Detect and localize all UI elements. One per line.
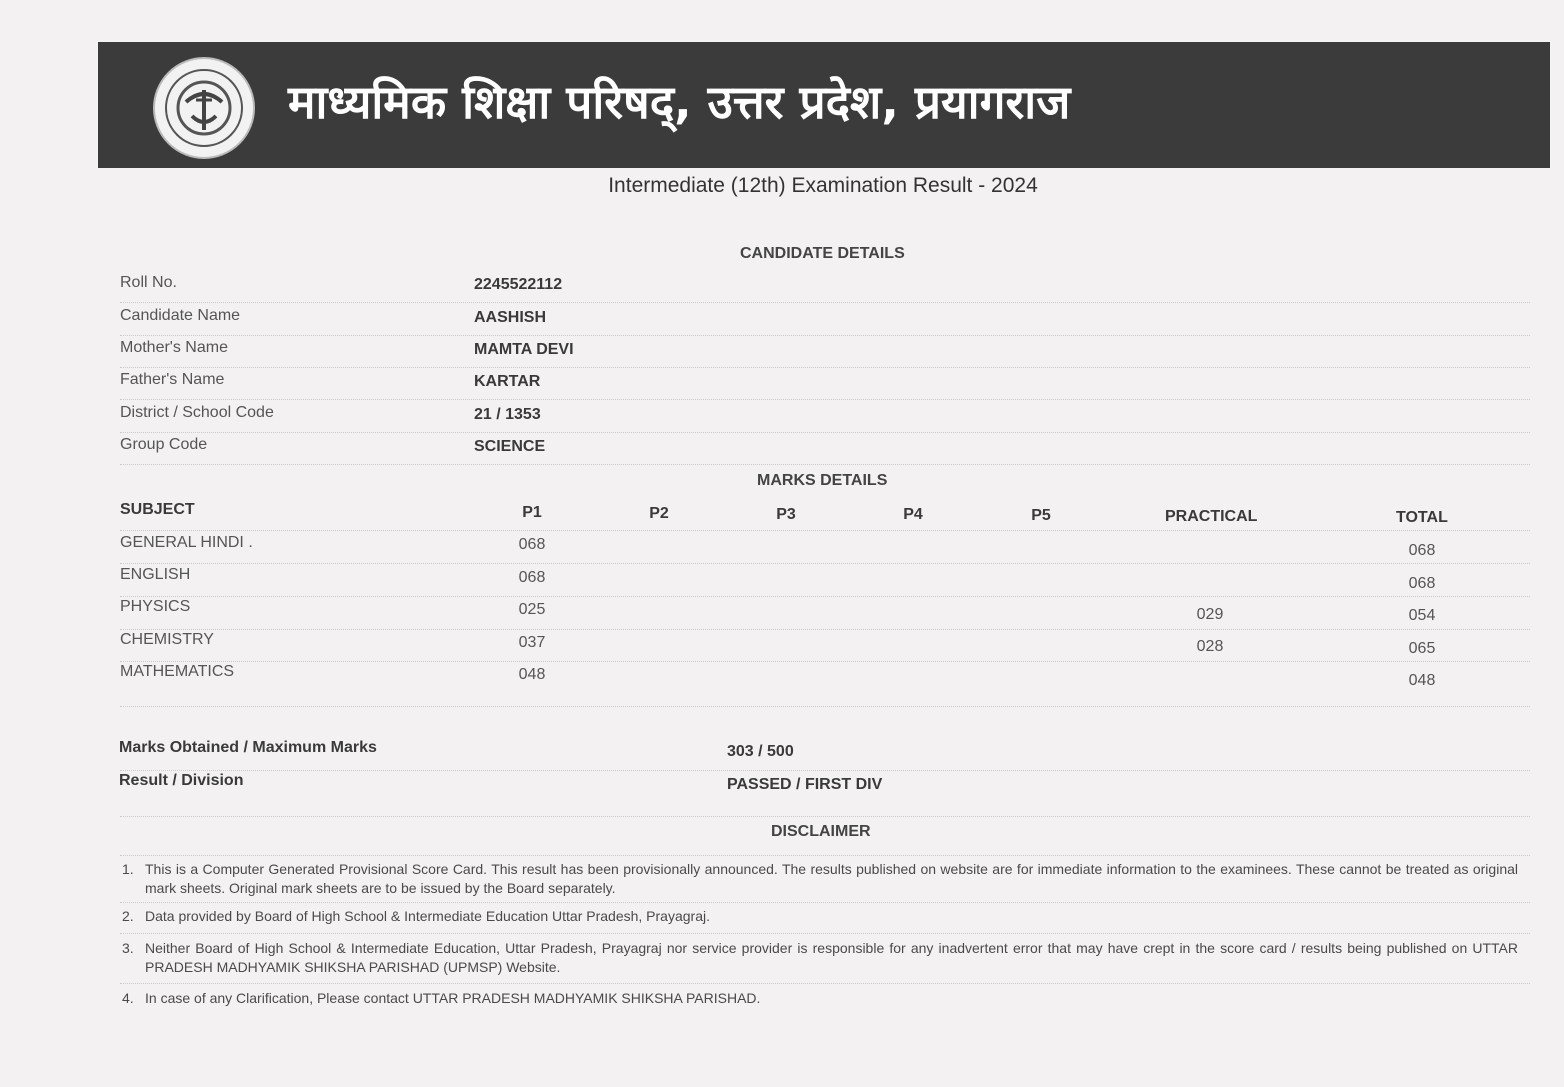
column-header-p1: P1 [522,504,542,521]
disclaimer-item-text: Data provided by Board of High School & Intermediate Education Uttar Pradesh, Prayagraj. [145,908,710,924]
marks-details-heading: MARKS DETAILS [757,472,888,489]
divider [120,933,1530,934]
table-row-practical: 029 [1196,606,1224,623]
table-row-subject: GENERAL HINDI . [120,534,253,551]
table-row-practical: 028 [1196,638,1224,655]
group-code-value: SCIENCE [474,438,546,455]
table-row-p1: 025 [518,601,546,618]
divider [120,399,1530,400]
table-row-p1: 048 [518,666,546,683]
result-division-value: PASSED / FIRST DIV [727,776,883,793]
divider [120,302,1530,303]
divider [120,902,1530,903]
table-row-p1: 068 [518,569,546,586]
district-school-code-value: 21 / 1353 [474,406,541,423]
divider [120,367,1530,368]
group-code-label: Group Code [120,436,208,453]
mother-name-value: MAMTA DEVI [474,341,574,358]
roll-no-label: Roll No. [120,274,177,291]
district-school-code-label: District / School Code [120,404,274,421]
table-row-total: 068 [1408,575,1436,592]
table-row-subject: PHYSICS [120,598,191,615]
roll-no-value: 2245522112 [474,276,563,293]
table-row-total: 068 [1408,542,1436,559]
divider [120,530,1530,531]
table-row-subject: CHEMISTRY [120,631,214,648]
divider [120,563,1530,564]
divider [120,432,1530,433]
disclaimer-item [122,860,1518,898]
father-name-value: KARTAR [474,373,541,390]
exam-title: Intermediate (12th) Examination Result - 2024 [608,174,1038,197]
table-row-subject: ENGLISH [120,566,191,583]
candidate-name-label: Candidate Name [120,307,241,324]
divider [120,983,1530,984]
candidate-details-heading: CANDIDATE DETAILS [740,245,905,262]
divider [120,706,1530,707]
divider [120,661,1530,662]
divider [120,464,1530,465]
disclaimer-item-number: 3. [122,940,134,956]
column-header-total: TOTAL [1396,509,1448,526]
table-row-total: 048 [1408,672,1436,689]
column-header-p2: P2 [649,505,669,522]
divider [120,629,1530,630]
divider [120,770,1530,771]
column-header-p4: P4 [903,506,923,523]
disclaimer-item [122,989,1518,1008]
marks-obtained-label: Marks Obtained / Maximum Marks [119,739,377,756]
table-row-p1: 037 [518,634,546,651]
disclaimer-heading: DISCLAIMER [771,823,871,840]
divider [120,335,1530,336]
disclaimer-item-number: 4. [122,990,134,1006]
disclaimer-item-number: 2. [122,908,134,924]
table-row-subject: MATHEMATICS [120,663,235,680]
disclaimer-item-number: 1. [122,861,134,877]
divider [120,816,1530,817]
result-division-label: Result / Division [119,772,244,789]
marks-obtained-value: 303 / 500 [727,743,794,760]
disclaimer-item-text: In case of any Clarification, Please contact UTTAR PRADESH MADHYAMIK SHIKSHA PARISHAD. [145,990,761,1006]
table-row-total: 065 [1408,640,1436,657]
disclaimer-item-text: This is a Computer Generated Provisional Score Card. This result has been provisionally announced. The results published on website are for immediate information to the examinees. These cannot be treated as original mark sheets. Original mark sheets are to be issued by the Board separately. [145,861,1518,896]
board-title: माध्यमिक शिक्षा परिषद्, उत्तर प्रदेश, प्रयागराज [288,75,1071,129]
divider [120,596,1530,597]
column-header-practical: PRACTICAL [1165,508,1258,525]
divider [120,855,1530,856]
column-header-p3: P3 [776,506,796,523]
table-row-total: 054 [1408,607,1436,624]
disclaimer-item-text: Neither Board of High School & Intermediate Education, Uttar Pradesh, Prayagraj nor service provider is responsible for any inadvertent error that may have crept in the score card / results being published on UTTAR PRADESH MADHYAMIK SHIKSHA PARISHAD (UPMSP) Website. [145,940,1518,975]
disclaimer-item [122,907,1518,926]
board-seal-icon [152,56,256,160]
disclaimer-item [122,939,1518,977]
father-name-label: Father's Name [120,371,225,388]
table-row-p1: 068 [518,536,546,553]
mother-name-label: Mother's Name [120,339,228,356]
candidate-name-value: AASHISH [474,309,547,326]
column-header-subject: SUBJECT [120,501,195,518]
column-header-p5: P5 [1031,507,1051,524]
